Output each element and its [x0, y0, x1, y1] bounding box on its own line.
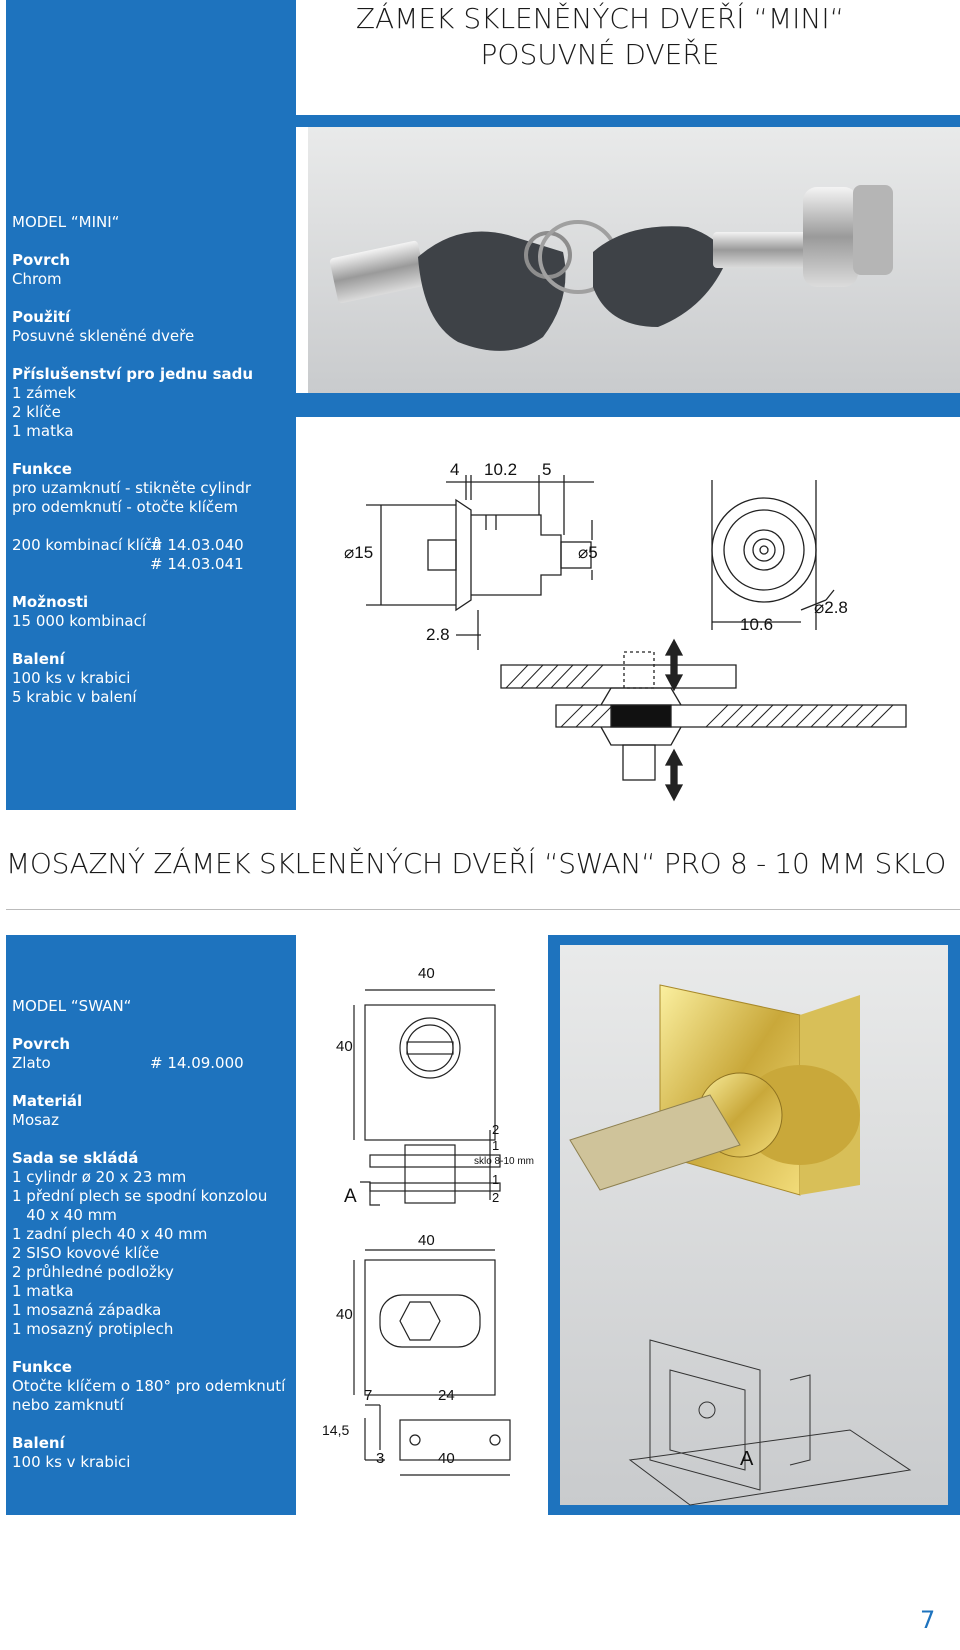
- swan-technical-drawing: [310, 950, 548, 1550]
- note-1b: 1: [492, 1172, 500, 1187]
- kod-1: # 14.03.040: [150, 536, 244, 554]
- funkce-item: pro odemknutí - otočte klíčem: [12, 498, 239, 516]
- dim-left-40b: 40: [336, 1306, 353, 1323]
- dim-24: 24: [438, 1387, 455, 1404]
- sada-item: 1 mosazný protiplech: [12, 1320, 174, 1338]
- dim-diam-2-8: ⌀2.8: [814, 598, 848, 617]
- baleni-value-2: 100 ks v krabici: [12, 1453, 131, 1471]
- baleni-label-2: Balení: [12, 1434, 65, 1452]
- kombinace-row: [12, 536, 292, 555]
- sada-label: Sada se skládá: [12, 1149, 139, 1167]
- swan-assembly-sketch: [610, 1320, 930, 1520]
- dim-4: 4: [450, 460, 460, 479]
- prislusenstvi-label: Příslušenství pro jednu sadu: [12, 365, 254, 383]
- kombinace-label: 200 kombinací klíčů: [12, 536, 162, 554]
- note-2b: 2: [492, 1190, 500, 1205]
- mini-lock-keys-image: [308, 127, 960, 393]
- povrch-label: Povrch: [12, 251, 71, 269]
- mini-lock-photo: [308, 127, 960, 393]
- section2-title: MOSAZNÝ ZÁMEK SKLENĚNÝCH DVEŘÍ “SWAN“ PRO 8 - 10 MM SKLO: [6, 847, 947, 880]
- section1-photo-frame-bottom: [296, 393, 960, 417]
- dim-diam-5: ⌀5: [578, 543, 598, 562]
- note-1a: 1: [492, 1138, 500, 1153]
- model-swan-label: MODEL “SWAN“: [12, 997, 132, 1015]
- prislusenstvi-item: 2 klíče: [12, 403, 61, 421]
- funkce-label: Funkce: [12, 460, 72, 478]
- note-sklo: sklo 8-10 mm: [474, 1156, 535, 1167]
- kombinace-row-2: [12, 555, 292, 574]
- dim-14-5: 14,5: [322, 1422, 350, 1438]
- assembly-lines: [610, 1320, 930, 1520]
- sada-item: 1 matka: [12, 1282, 74, 1300]
- mini-technical-drawing: [306, 440, 960, 810]
- sada-item: 1 zadní plech 40 x 40 mm: [12, 1225, 208, 1243]
- pouziti-label: Použití: [12, 308, 71, 326]
- funkce-label-2: Funkce: [12, 1358, 72, 1376]
- povrch-label-2: Povrch: [12, 1035, 71, 1053]
- dim-3: 3: [376, 1450, 385, 1467]
- dim-5: 5: [542, 460, 552, 479]
- moznosti-label: Možnosti: [12, 593, 89, 611]
- kod-2: # 14.03.041: [150, 555, 244, 573]
- baleni-label: Balení: [12, 650, 65, 668]
- material-label: Materiál: [12, 1092, 83, 1110]
- dim-mid-40: 40: [418, 1232, 435, 1249]
- section2-title-rule: [6, 909, 960, 910]
- dim-40c: 40: [438, 1450, 455, 1467]
- dim-diam-15: ⌀15: [344, 543, 374, 562]
- prislusenstvi-item: 1 matka: [12, 422, 74, 440]
- povrch-row-2: [12, 1054, 292, 1073]
- sada-item: 40 x 40 mm: [12, 1206, 117, 1224]
- sada-item: 1 cylindr ø 20 x 23 mm: [12, 1168, 187, 1186]
- funkce-item-2: nebo zamknutí: [12, 1396, 124, 1414]
- section1-specs: [12, 213, 292, 707]
- funkce-item-2: Otočte klíčem o 180° pro odemknutí: [12, 1377, 286, 1395]
- section2-specs: [12, 997, 292, 1472]
- dim-10-2: 10.2: [484, 460, 518, 479]
- sada-item: 1 mosazná západka: [12, 1301, 162, 1319]
- section1-title-line1: ZÁMEK SKLENĚNÝCH DVEŘÍ “MINI“: [355, 2, 845, 35]
- section1-title-line2: POSUVNÉ DVEŘE: [480, 38, 720, 71]
- sada-item: 2 průhledné podložky: [12, 1263, 174, 1281]
- prislusenstvi-item: 1 zámek: [12, 384, 76, 402]
- povrch-value: Chrom: [12, 270, 62, 288]
- model-mini-label: MODEL “MINI“: [12, 213, 120, 231]
- section1-photo-frame: [296, 115, 960, 127]
- mini-drawing-lines: [306, 440, 960, 810]
- kod-swan: # 14.09.000: [150, 1054, 244, 1072]
- povrch-value-2: Zlato: [12, 1054, 51, 1072]
- dim-10-6: 10.6: [740, 615, 774, 634]
- label-a-2: A: [740, 1448, 754, 1470]
- material-value: Mosaz: [12, 1111, 59, 1129]
- pouziti-value: Posuvné skleněné dveře: [12, 327, 195, 345]
- sada-item: 1 přední plech se spodní konzolou: [12, 1187, 268, 1205]
- dim-top-40: 40: [418, 965, 435, 982]
- sada-item: 2 SISO kovové klíče: [12, 1244, 160, 1262]
- moznosti-value: 15 000 kombinací: [12, 612, 146, 630]
- funkce-item: pro uzamknutí - stikněte cylindr: [12, 479, 252, 497]
- dim-2-8: 2.8: [426, 625, 450, 644]
- label-a: A: [344, 1186, 357, 1207]
- dim-7: 7: [364, 1387, 373, 1404]
- note-2a: 2: [492, 1122, 500, 1137]
- page-number: 7: [920, 1606, 936, 1634]
- baleni-item: 5 krabic v balení: [12, 688, 137, 706]
- baleni-item: 100 ks v krabici: [12, 669, 131, 687]
- dim-left-40: 40: [336, 1038, 353, 1055]
